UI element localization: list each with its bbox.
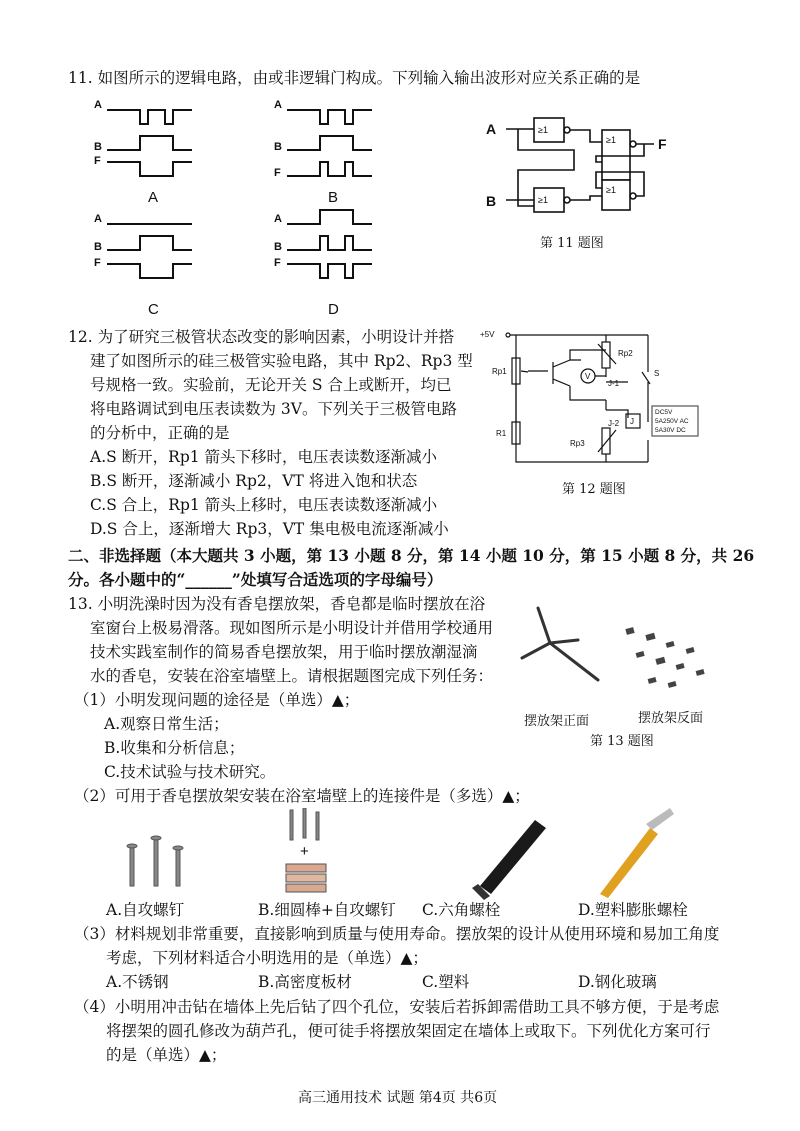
q13-s2-option-d: D.塑料膨胀螺栓 [578, 901, 688, 919]
q13-s1-option-c: C.技术试验与技术研究。 [104, 763, 276, 781]
q13-s1-option-b: B.收集和分析信息； [104, 739, 245, 757]
q13-s3-line1: （3）材料规划非常重要，直接影响到质量与使用寿命。摆放架的设计从使用环境和易加工角度 [74, 925, 720, 943]
gate-label: ≥1 [606, 135, 616, 145]
q12-stem-2: 建了如图所示的硅三极管实验电路，其中 Rp2、Rp3 型 [90, 352, 473, 370]
q13-s3-line2: 考虑，下列材料适合小明选用的是（单选）▲； [106, 949, 428, 967]
sig-label: F [94, 155, 101, 167]
wave-d-F [287, 264, 372, 278]
q13-stem-2: 室窗台上极易滑落。现如图所示是小明设计并借用学校通用 [90, 619, 494, 637]
q12-option-a: A.S 断开，Rp1 箭头下移时，电压表读数逐渐减小 [90, 448, 438, 466]
q13-s2-option-a: A.自攻螺钉 [106, 901, 185, 919]
q13-s1-option-a: A.观察日常生活； [104, 715, 229, 733]
self-tapping-screws [127, 836, 183, 886]
q13-s1-stem: （1）小明发现问题的途径是（单选）▲； [74, 691, 360, 709]
sig-label: F [274, 167, 281, 179]
relay-spec: 5A30V DC [655, 427, 686, 434]
sig-label: F [94, 257, 101, 269]
wave-d-A [287, 210, 372, 224]
q13-s3-option-c: C.塑料 [422, 973, 470, 991]
sig-label: B [94, 241, 102, 253]
page-footer: 高三通用技术 试题 第4页 共6页 [298, 1090, 498, 1106]
r1-label: R1 [496, 429, 507, 438]
q13-stem-4: 水的香皂，安装在浴室墙壁上。请根据题图完成下列任务： [90, 667, 494, 685]
sig-label: A [274, 213, 282, 225]
q13-s4-line1: （4）小明用冲击钻在墙体上先后钻了四个孔位，安装后若拆卸需借助工具不够方便，于是考虑 [74, 998, 720, 1016]
wave-a-F [107, 162, 192, 176]
q11-stem: 11. 如图所示的逻辑电路，由或非逻辑门构成。下列输入输出波形对应关系正确的是 [68, 69, 641, 87]
option-label: A [148, 189, 159, 206]
gate-label: ≥1 [606, 185, 616, 195]
rack-front [522, 608, 598, 680]
input-b-label: B [486, 193, 497, 209]
q11-logic-circuit [478, 110, 678, 215]
q13-s4-line2: 将摆架的圆孔修改为葫芦孔，便可徒手将摆放架固定在墙体上或取下。下列优化方案可行 [106, 1022, 711, 1040]
j2-label: J-2 [608, 419, 620, 428]
q12-stem-3: 号规格一致。实验前，无论开关 S 合上或断开，均已 [90, 376, 452, 394]
q13-s2-connector-photos [110, 808, 700, 900]
q12-option-b: B.S 断开，逐渐减小 Rp2，VT 将进入饱和状态 [90, 472, 418, 490]
q12-stem-5: 的分析中，正确的是 [90, 424, 230, 442]
plus-sign: + [300, 843, 309, 860]
q13-caption: 第 13 题图 [590, 734, 654, 749]
hex-bolt [472, 820, 546, 900]
sig-label: A [94, 99, 102, 111]
wave-c-F [107, 264, 192, 278]
meter-label: V [585, 372, 591, 381]
q12-circuit [478, 322, 718, 472]
q13-s3-option-a: A.不锈钢 [106, 973, 169, 991]
rp1-label: Rp1 [492, 367, 507, 376]
sig-label: A [94, 213, 102, 225]
q13-s3-option-b: B.高密度板材 [258, 973, 352, 991]
q13-stem-1: 13. 小明洗澡时因为没有香皂摆放架，香皂都是临时摆放在浴 [68, 595, 486, 613]
relay-spec: 5A250V AC [655, 418, 689, 425]
q12-stem-4: 将电路调试到电压表读数为 3V。下列关于三极管电路 [90, 400, 457, 418]
plastic-anchor-bolt [600, 808, 674, 898]
q11-caption: 第 11 题图 [540, 236, 604, 251]
sig-label: B [274, 241, 282, 253]
q12-option-d: D.S 合上，逐渐增大 Rp3，VT 集电极电流逐渐减小 [90, 520, 449, 538]
wave-d-B [287, 236, 372, 250]
rp2-label: Rp2 [618, 349, 633, 358]
q13-s2-option-b: B.细圆棒+自攻螺钉 [258, 901, 396, 919]
wave-b-B [287, 136, 372, 150]
rack-back [625, 627, 704, 688]
fig-back-label: 摆放架反面 [638, 711, 704, 726]
section2-heading-1: 二、非选择题（本大题共 3 小题，第 13 小题 8 分，第 14 小题 10 分，第 15 小题 8 分，共 26 [68, 546, 755, 565]
gate-label: ≥1 [538, 125, 548, 135]
wave-b-F [287, 162, 372, 176]
sig-label: A [274, 99, 282, 111]
fig-front-label: 摆放架正面 [524, 714, 590, 729]
q13-soap-rack-photo [508, 598, 723, 708]
input-a-label: A [486, 121, 497, 137]
q13-stem-3: 技术实践室制作的简易香皂摆放架，用于临时摆放潮湿滴 [90, 643, 478, 661]
gate-label: ≥1 [538, 195, 548, 205]
switch-label: S [654, 369, 660, 378]
rp3-label: Rp3 [570, 439, 585, 448]
sig-label: B [274, 141, 282, 153]
relay-label: J [630, 417, 634, 426]
q13-s4-line3: 的是（单选）▲； [106, 1046, 227, 1064]
relay-spec: DC5V [655, 409, 673, 416]
rp2 [602, 342, 610, 368]
output-f-label: F [658, 136, 667, 152]
section2-heading-2: 分。各小题中的“______”处填写合适选项的字母编号） [68, 570, 443, 589]
q13-s3-option-d: D.钢化玻璃 [578, 973, 657, 991]
q12-caption: 第 12 题图 [562, 482, 626, 497]
rp3 [602, 428, 610, 454]
wave-c-B [107, 236, 192, 250]
q11-waveforms [80, 92, 410, 322]
screws-and-dowels [286, 808, 326, 892]
option-label: B [328, 189, 339, 206]
sig-label: B [94, 141, 102, 153]
wave-b-A [287, 110, 372, 124]
wave-a-A [107, 110, 192, 124]
option-label: D [328, 301, 339, 318]
q12-stem-1: 12. 为了研究三极管状态改变的影响因素，小明设计并搭 [68, 328, 455, 346]
wave-a-B [107, 136, 192, 150]
sig-label: F [274, 257, 281, 269]
supply-label: +5V [480, 330, 495, 339]
j1-label: J-1 [608, 379, 620, 388]
q12-option-c: C.S 合上，Rp1 箭头上移时，电压表读数逐渐减小 [90, 496, 438, 514]
q13-s2-option-c: C.六角螺栓 [422, 901, 501, 919]
q13-s2-stem: （2）可用于香皂摆放架安装在浴室墙壁上的连接件是（多选）▲； [74, 787, 530, 805]
option-label: C [148, 301, 159, 318]
